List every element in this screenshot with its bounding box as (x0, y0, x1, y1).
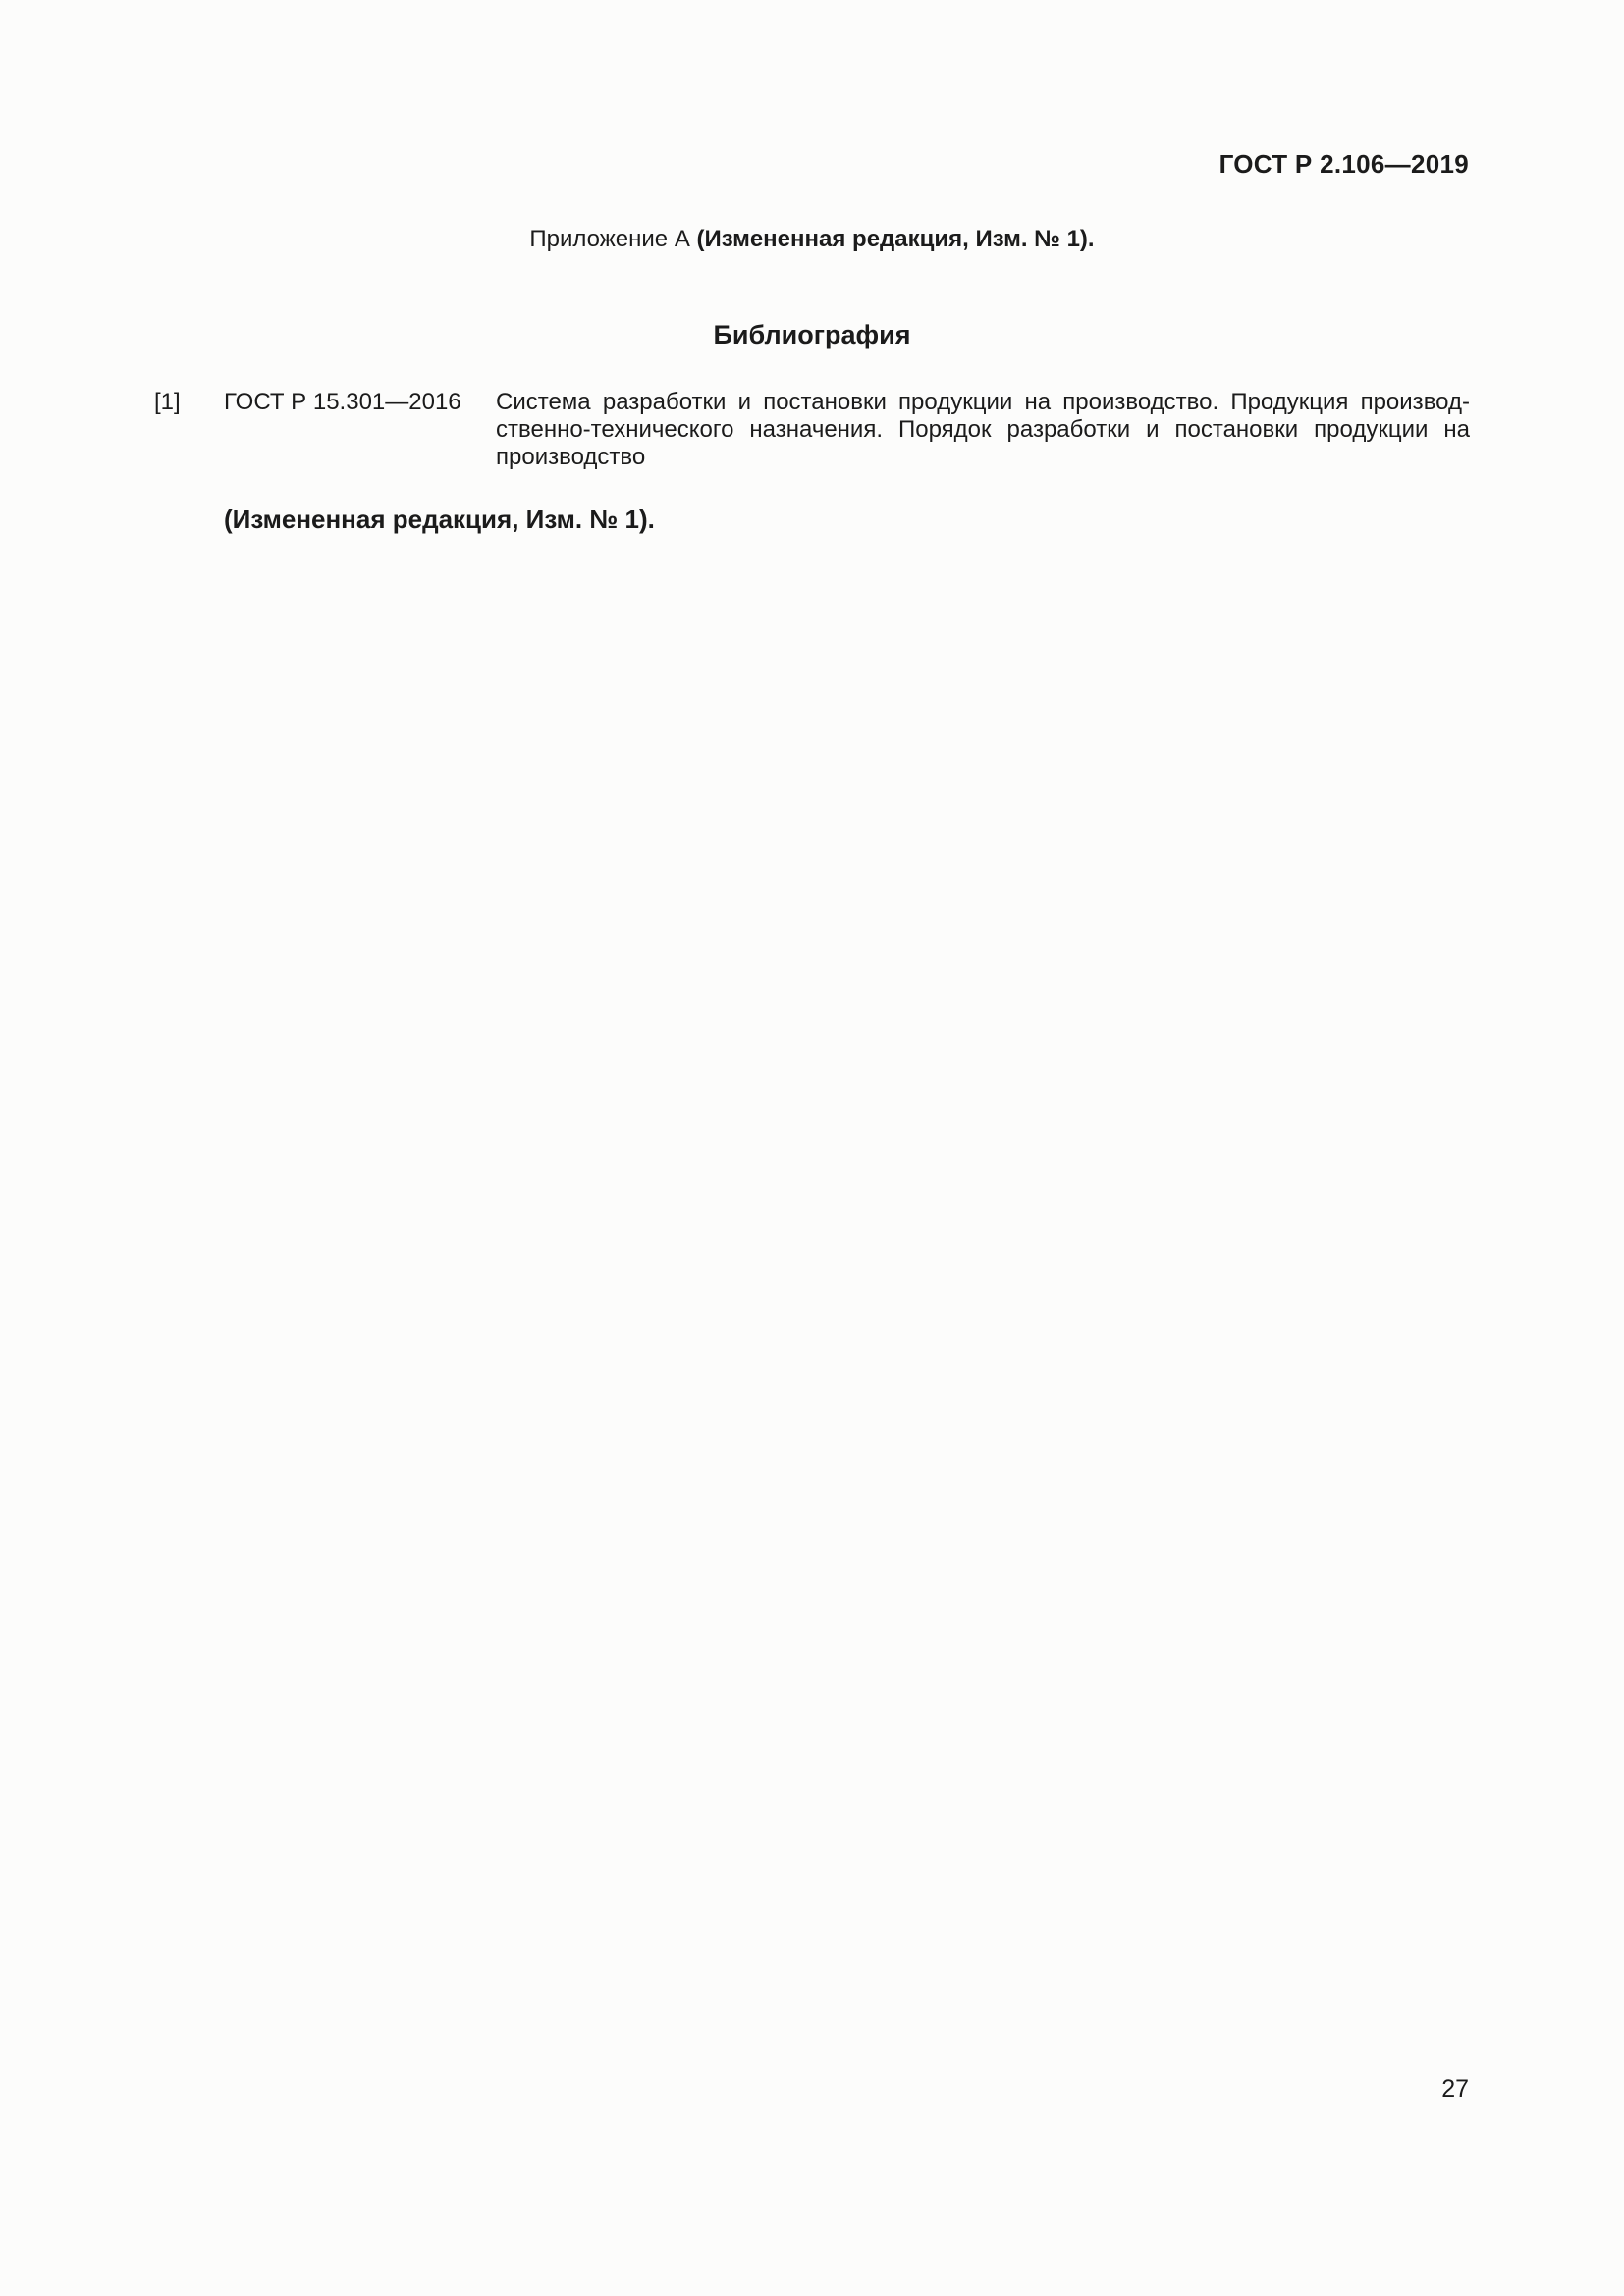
bibliography-entry-number: [1] (154, 389, 181, 415)
bibliography-entry-text: Система разработки и постановки продукции на производство. Продукция производственно-технического назначения. Порядок разработки и постановки продукции на производство (496, 389, 1470, 470)
appendix-amendment: (Измененная редакция, Изм. № 1). (696, 226, 1095, 252)
appendix-label: Приложение А (529, 226, 697, 252)
bibliography-amendment-note: (Измененная редакция, Изм. № 1). (224, 505, 655, 534)
page-number: 27 (1441, 2075, 1469, 2103)
document-code: ГОСТ Р 2.106—2019 (1218, 149, 1469, 179)
bibliography-title: Библиография (713, 320, 911, 349)
bibliography-entry-code: ГОСТ Р 15.301—2016 (224, 389, 461, 415)
appendix-amendment-note (0, 226, 1624, 253)
